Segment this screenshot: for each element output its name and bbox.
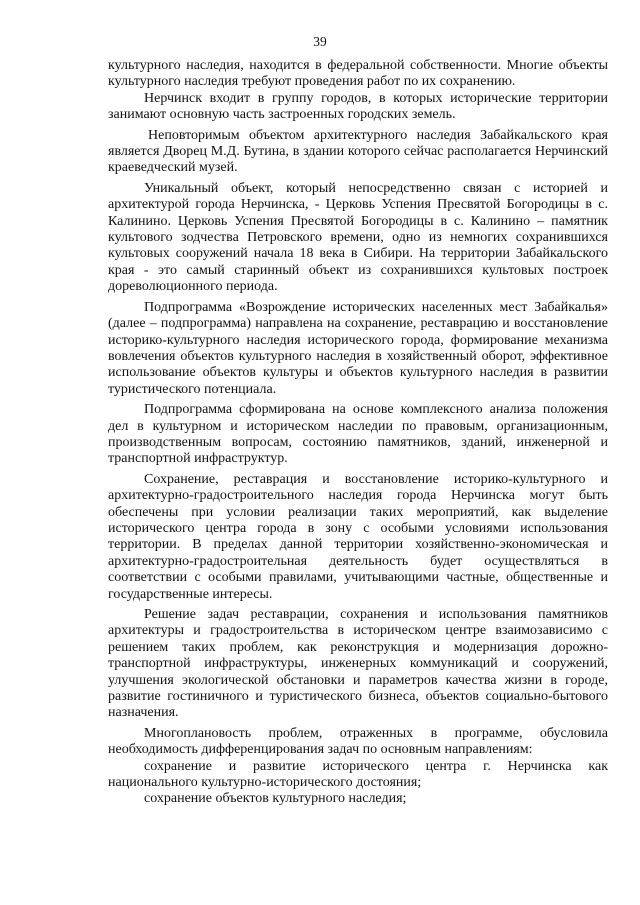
paragraph: Сохранение, реставрация и восстановление историко-культурного и архитектурно-градостроительного наследия города Нерчинска могут быть обеспечены при условии реализации таких мероприятий, как выделение исторического центра города в зону с особыми условиями использования территории. В пределах данной территории хозяйственно-экономическая и архитектурно-градостроительная деятельность будет осуществляться в соответствии с особыми правилами, учитывающими частные, общественные и государственные интересы. <box>108 471 608 602</box>
paragraph: сохранение объектов культурного наследия; <box>144 791 407 807</box>
paragraph: Уникальный объект, который непосредственно связан с историей и архитектурой города Нерчинска, - Церковь Успения Пресвятой Богородицы в с. Калинино. Церковь Успения Пресвятой Богородицы в с. Калинино – памятник культового зодчества Петровского времени, одно из немногих сохранившихся культовых сооружений начала 18 века в Сибири. На территории Забайкальского края - это самый старинный объект из сохранившихся культовых построек дореволюционного периода. <box>108 180 608 295</box>
paragraph: Неповторимым объектом архитектурного наследия Забайкальского края является Дворец М.Д. Бутина, в здании которого сейчас располагается Нерчинский краеведческий музей. <box>108 127 608 176</box>
document-body <box>108 58 608 808</box>
paragraph: культурного наследия, находится в федеральной собственности. Многие объекты культурного наследия требуют проведения работ по их сохранению. <box>108 58 608 90</box>
paragraph: сохранение и развитие исторического центра г. Нерчинска как национального культурно-исторического достояния; <box>108 758 608 791</box>
paragraph: Подпрограмма сформирована на основе комплексного анализа положения дел в культурном и историческом наследии по правовым, организационным, производственным вопросам, состоянию памятников, зданий, инженерной и транспортной инфраструктур. <box>108 402 608 467</box>
paragraph: Решение задач реставрации, сохранения и использования памятников архитектуры и градостроительства в историческом центре взаимозависимо с решением таких проблем, как реконструкция и модернизация дорожно-транспортной инфраструктуры, инженерных коммуникаций и сооружений, улучшения экологической обстановки и параметров качества жизни в городе, развитие гостиничного и туристического бизнеса, объектов социально-бытового назначения. <box>108 607 608 721</box>
paragraph: Подпрограмма «Возрождение исторических населенных мест Забайкалья» (далее – подпрограмма) направлена на сохранение, реставрацию и восстановление историко-культурного наследия исторического города, формирование механизма вовлечения объектов культурного наследия в хозяйственный оборот, эффективное использование объектов культуры и объектов культурного наследия в развитии туристического потенциала. <box>108 299 608 397</box>
paragraph: Нерчинск входит в группу городов, в которых исторические территории занимают основную часть застроенных городских земель. <box>108 90 608 123</box>
page-number: 39 <box>313 34 327 49</box>
paragraph: Многоплановость проблем, отраженных в программе, обусловила необходимость дифференцирования задач по основным направлениям: <box>108 725 608 758</box>
